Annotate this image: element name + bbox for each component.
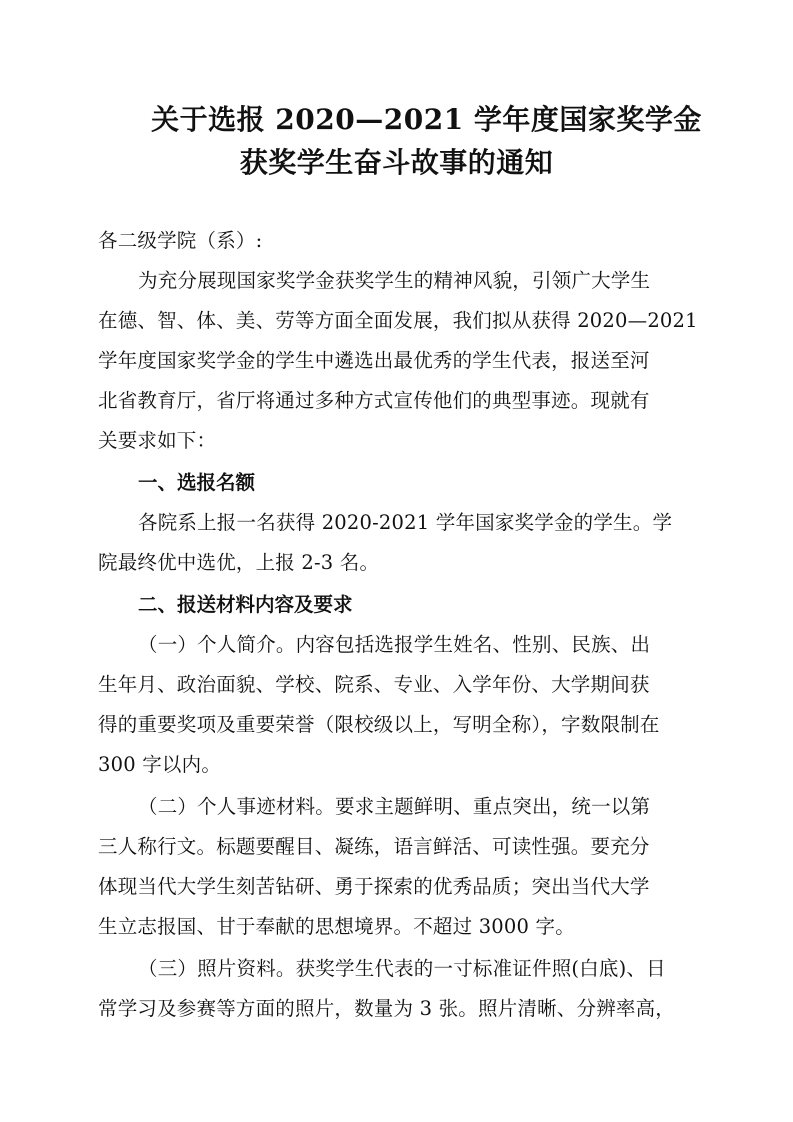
item-1-line-3: 得的重要奖项及重要荣誉（限校级以上，写明全称），字数限制在: [98, 713, 660, 736]
item-1-line-4: 300 字以内。: [98, 753, 222, 776]
salutation: 各二级学院（系）:: [98, 229, 263, 252]
item-2-line-2: 三人称行文。标题要醒目、凝练，语言鲜活、可读性强。要充分: [98, 835, 650, 858]
intro-line-1: 为充分展现国家奖学金获奖学生的精神风貌，引领广大学生: [138, 269, 651, 292]
intro-line-2: 在德、智、体、美、劳等方面全面发展，我们拟从获得 2020—2021: [98, 309, 698, 332]
item-2-line-3: 体现当代大学生刻苦钻研、勇于探索的优秀品质；突出当代大学: [98, 875, 650, 898]
section-1-line-2: 院最终优中选优，上报 2-3 名。: [98, 551, 380, 574]
intro-line-3: 学年度国家奖学金的学生中遴选出最优秀的学生代表，报送至河: [98, 349, 650, 372]
intro-line-5: 关要求如下：: [98, 429, 217, 452]
item-1-line-2: 生年月、政治面貌、学校、院系、专业、入学年份、大学期间获: [98, 673, 650, 696]
document-title-line-2: 获奖学生奋斗故事的通知: [239, 146, 554, 179]
intro-line-4: 北省教育厅，省厅将通过多种方式宣传他们的典型事迹。现就有: [98, 389, 650, 412]
item-3-line-2: 常学习及参赛等方面的照片，数量为 3 张。照片清晰、分辨率高，: [98, 997, 676, 1020]
item-3-line-1: （三）照片资料。获奖学生代表的一寸标准证件照(白底)、日: [138, 957, 666, 980]
document-title-line-1: 关于选报 2020—2021 学年度国家奖学金: [151, 103, 702, 136]
section-1-heading: 一、选报名额: [138, 471, 256, 494]
item-2-line-4: 生立志报国、甘于奉献的思想境界。不超过 3000 字。: [98, 915, 575, 938]
item-2-line-1: （二）个人事迹材料。要求主题鲜明、重点突出，统一以第: [138, 795, 651, 818]
section-2-heading: 二、报送材料内容及要求: [138, 593, 353, 616]
section-1-line-1: 各院系上报一名获得 2020-2021 学年国家奖学金的学生。学: [138, 511, 673, 534]
item-1-line-1: （一）个人简介。内容包括选报学生姓名、性别、民族、出: [138, 633, 651, 656]
